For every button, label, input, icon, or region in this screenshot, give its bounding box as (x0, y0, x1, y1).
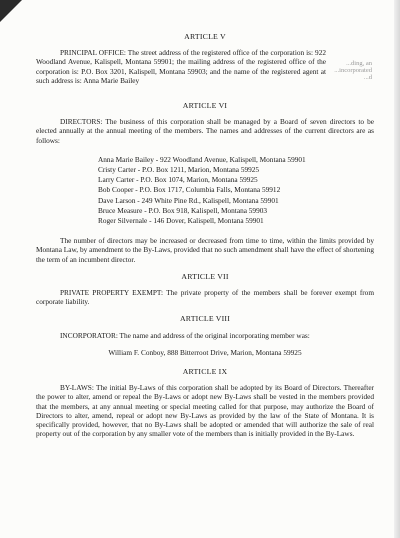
article-vi-heading: ARTICLE VI (182, 101, 228, 111)
director-item: Anna Marie Bailey - 922 Woodland Avenue, Kalispell, Montana 59901 (98, 154, 306, 164)
article-vi-intro: DIRECTORS: The business of this corporation shall be managed by a Board of seven directors to be elected annually at the annual meeting of the members. The names and addresses of the current directors are as follows: (36, 117, 374, 145)
director-item: Bob Cooper - P.O. Box 1717, Columbia Falls, Montana 59912 (98, 185, 281, 195)
article-viii-heading: ARTICLE VIII (179, 314, 231, 324)
article-ix-heading: ARTICLE IX (182, 367, 228, 377)
article-vii-text: PRIVATE PROPERTY EXEMPT: The private property of the members shall be forever exempt from corporate liability. (36, 288, 374, 307)
scan-corner-shadow (0, 0, 22, 22)
director-item: Bruce Measure - P.O. Box 918, Kalispell, Montana 59903 (98, 205, 268, 215)
faded-line-3: ...d (363, 74, 372, 81)
directors-list (98, 155, 374, 226)
director-item: Cristy Carter - P.O. Box 1211, Marion, Montana 59925 (98, 165, 260, 175)
scan-edge (394, 0, 400, 538)
document-body (36, 32, 374, 447)
article-viii-text: INCORPORATOR: The name and address of the original incorporating member was: (60, 330, 310, 340)
director-item: Dave Larson - 249 White Pine Rd., Kalispell, Montana 59901 (98, 195, 279, 205)
article-v-heading: ARTICLE V (184, 32, 226, 41)
incorporator-line: William F. Conboy, 888 Bitterroot Drive, Marion, Montana 59925 (108, 347, 302, 357)
article-ix-text: BY-LAWS: The initial By-Laws of this corporation shall be adopted by its Board of Directors. Thereafter the power to alter, amend or repeal the By-Laws or adopt new By-Laws shall be vested in the members provided that the members, at any annual meeting or special meeting called for that purpose, may authorize the Board of Directors to alter, amend, repeal or adopt new By-Laws as provided by the law of the State of Montana. It is specifically provided, however, that no By-Laws shall be adopted or amended that will authorize the sale of real property out of the corporation by any smaller vote of the members than is initially provided in the By-Laws. (36, 383, 374, 439)
faded-line-1: ...ding, an (346, 60, 372, 67)
article-vi-closing: The number of directors may be increased or decreased from time to time, within the limits provided by Montana Law, by amendment to the By-Laws, provided that no such amendment shall have the effect of shortening the term of an incumbent director. (36, 236, 374, 264)
faded-line-2: ...incorporated (334, 67, 372, 74)
director-item: Roger Silvernale - 146 Dover, Kalispell, Montana 59901 (98, 216, 264, 226)
article-v-text: PRINCIPAL OFFICE: The street address of the registered office of the corporation is: 922 Woodland Avenue, Kalispell, Montana 59901; the mailing address of the registered office of the corporation is: P.O. Box 3201, Kalispell, Montana 59903; and the name of the registered agent at such address is: Anna Marie Bailey (36, 48, 326, 85)
article-vii-heading: ARTICLE VII (181, 271, 229, 281)
director-item: Larry Carter - P.O. Box 1074, Marion, Montana 59925 (98, 175, 258, 185)
